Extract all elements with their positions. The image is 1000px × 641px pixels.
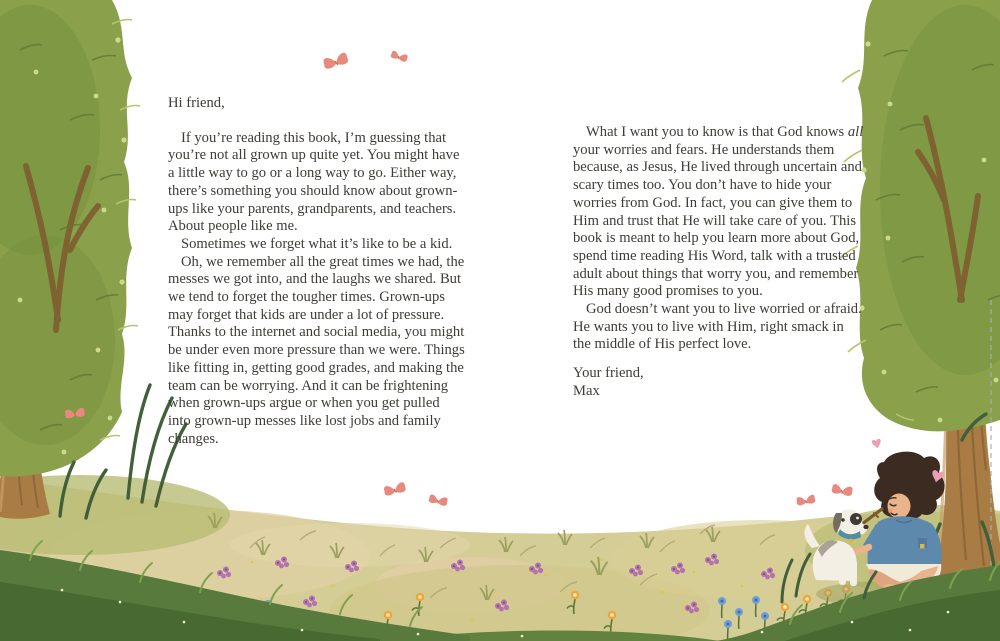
letter-paragraph-2: Sometimes we forget what it’s like to be a kid. [181, 235, 453, 252]
butterfly [390, 50, 408, 63]
butterfly [796, 494, 816, 505]
letter-paragraph-5: God doesn’t want you to live worried or afraid. He wants you to live with Him, right smack in the middle of His perfect love. [573, 301, 862, 353]
butterfly [428, 493, 448, 506]
butterfly [383, 482, 406, 497]
letter-paragraph-1: If you’re reading this book, I’m guessing that you’re not all grown up quite yet. You might have a little way to go or a long way to go. Either way, there’s something you should know about grown-ups like your parents, grandparents, and teachers. About people like me. [168, 129, 460, 235]
left-tree-foliage [0, 0, 140, 476]
butterfly [322, 52, 349, 70]
letter-right-column [573, 124, 865, 401]
letter-paragraph-4 [573, 124, 865, 301]
paragraph-4-rest: your worries and fears. He understands them because, as Jesus, He lived through uncertain and scary times too. You don’t have to hide your worries from God. In fact, you can give them to Him and trust that He will take care of you. This book is meant to help you learn more about God, spend time reading His Word, talk with a trusted adult about things that worry you, and remember His many good promises to you. [573, 141, 862, 300]
letter-signature: Max [573, 382, 600, 399]
letter-greeting: Hi friend, [168, 95, 225, 111]
letter-closing: Your friend, [573, 365, 644, 382]
butterfly [831, 483, 853, 497]
paragraph-4-emphasis: all [847, 124, 864, 140]
letter-paragraph-3: Oh, we remember all the great times we had, the messes we got into, and the laughs we shared. But we tend to forget the tougher times. Grown-ups may forget that kids are under a lot of pressure. Thanks to the internet and social media, you might be under even more pressure than we were. Things like fitting in, getting good grades, and making the team can be worrying. And it can be frightening when grown-ups argue or when you get pulled into grown-up messes like lost jobs and family changes. [168, 253, 465, 447]
left-tree [0, 0, 186, 519]
paragraph-4-lead: What I want you to know is that God knows [586, 124, 848, 140]
heart [871, 439, 882, 450]
letter-left-column [168, 95, 466, 448]
